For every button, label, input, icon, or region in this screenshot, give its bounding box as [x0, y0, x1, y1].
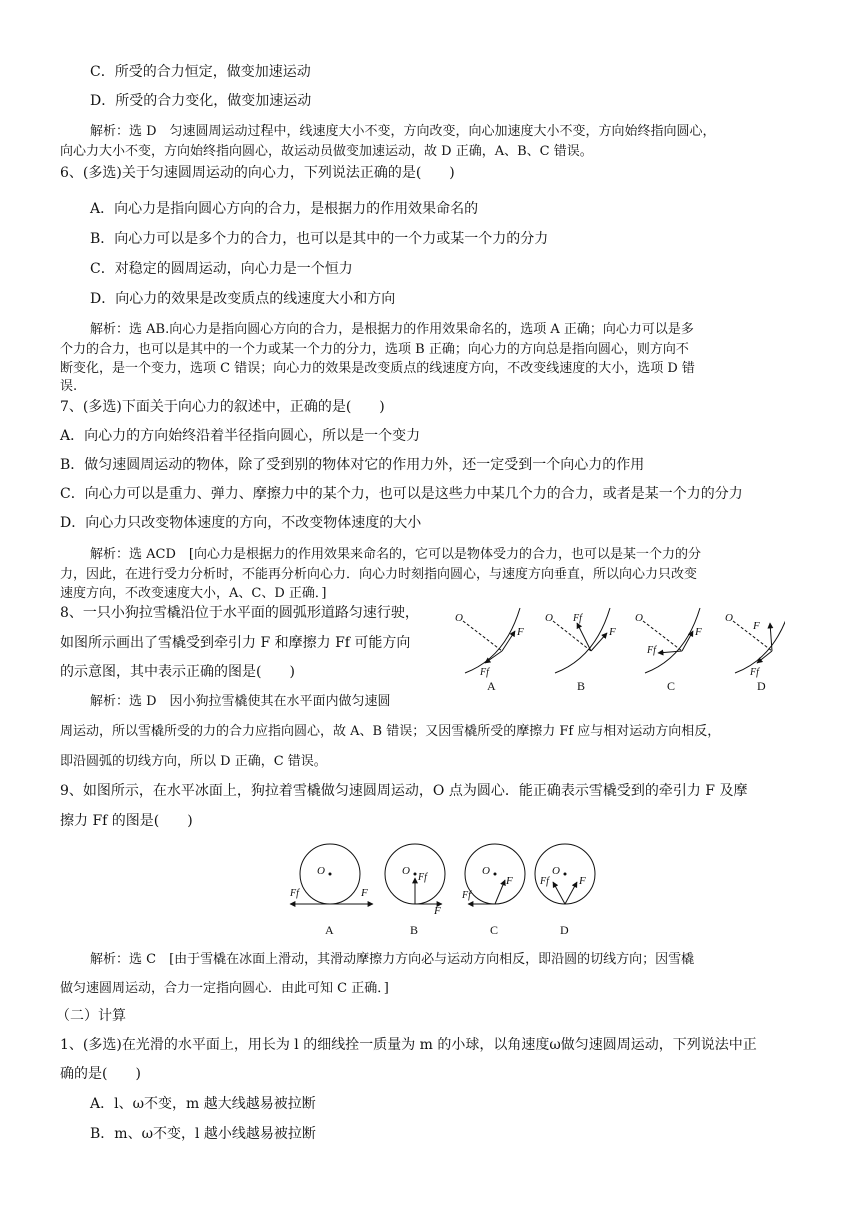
svg-text:Ff: Ff [462, 890, 471, 901]
text-line: 周运动，所以雪橇所受的力的合力应指向圆心，故 A、B 错误；又因雪橇所受的摩擦力 Ff 应与相对运动方向相反， [60, 724, 721, 739]
text-line: B．m、ω不变，l 越小线越易被拉断 [90, 1126, 316, 1142]
text-line: D．向心力只改变物体速度的方向，不改变物体速度的大小 [60, 515, 422, 531]
fig8-o-label: O [455, 612, 463, 624]
text-line: C．向心力可以是重力、弹力、摩擦力中的某个力，也可以是这些力中某几个力的合力，或者是某一个力的分力 [60, 486, 743, 502]
section-heading: （二）计算 [56, 1008, 126, 1024]
svg-text:O: O [545, 612, 553, 624]
text-line: 力，因此，在进行受力分析时，不能再分析向心力．向心力时刻指向圆心，与速度方向垂直，所以向心力只改变 [60, 567, 698, 582]
text-line: A．l、ω不变，m 越大线越易被拉断 [90, 1096, 316, 1112]
fig9-panel-a [289, 844, 373, 937]
text-line: 解析：选 ACD [向心力是根据力的作用效果来命名的，它可以是物体受力的合力，也可以是某一个力的分 [90, 547, 701, 562]
fig8-label-c: C [667, 679, 676, 693]
fig8-label-b: B [577, 679, 586, 693]
svg-text:Ff: Ff [418, 872, 427, 883]
text-line: C．所受的合力恒定，做变加速运动 [90, 64, 311, 80]
svg-text:Ff: Ff [573, 613, 582, 624]
svg-text:O: O [725, 612, 733, 624]
svg-text:O: O [402, 865, 410, 877]
svg-text:F: F [434, 905, 441, 917]
text-line: 解析：选 AB.向心力是指向圆心方向的合力，是根据力的作用效果命名的，选项 A 正确；向心力可以是多 [90, 322, 694, 337]
text-line: 断变化，是一个变力，选项 C 错误；向心力的效果是改变质点的线速度方向，不改变线速度的大小，选项 D 错 [60, 361, 695, 376]
question-9: 9、如图所示，在水平冰面上，狗拉着雪橇做匀速圆周运动，O 点为圆心．能正确表示雪橇受到的牵引力 F 及摩 [60, 783, 748, 799]
fig8-ff-label: Ff [480, 667, 489, 678]
fig9-label-a: A [325, 923, 334, 937]
svg-text:Ff: Ff [647, 645, 656, 656]
text-line: 解析：选 D 因小狗拉雪橇使其在水平面内做匀速圆 [90, 694, 391, 709]
svg-text:Ff: Ff [750, 667, 759, 678]
svg-text:F: F [609, 626, 616, 638]
text-line: 的示意图，其中表示正确的图是( ) [60, 664, 295, 680]
svg-text:O: O [635, 612, 643, 624]
fig9-panel-c [461, 844, 525, 937]
svg-text:O: O [317, 865, 325, 877]
fig8-panel-b [545, 608, 616, 693]
text-line: B．向心力可以是多个力的合力，也可以是其中的一个力或某一个力的分力 [90, 231, 549, 247]
text-line: 解析：选 D 匀速圆周运动过程中，线速度大小不变，方向改变，向心加速度大小不变，方向始终指向圆心， [90, 124, 716, 139]
text-line: 如图所示画出了雪橇受到牵引力 F 和摩擦力 Ff 可能方向 [60, 635, 411, 651]
text-line: C．对稳定的圆周运动，向心力是一个恒力 [90, 261, 353, 277]
fig8-panel-c [635, 608, 702, 693]
fig8-label-d: D [757, 679, 766, 693]
fig9-panel-b [385, 844, 445, 937]
text-line: 即沿圆弧的切线方向，所以 D 正确，C 错误。 [60, 754, 327, 769]
text-line: 向心力大小不变，方向始终指向圆心，故运动员做变加速运动，故 D 正确，A、B、C 错误。 [60, 144, 593, 159]
svg-text:O: O [552, 865, 560, 877]
svg-text:F: F [753, 620, 760, 632]
svg-text:O: O [482, 865, 490, 877]
svg-text:F: F [695, 626, 702, 638]
svg-text:F: F [361, 887, 368, 899]
question-8: 8、一只小狗拉雪橇沿位于水平面的圆弧形道路匀速行驶， [60, 605, 419, 621]
fig9-panel-d [535, 844, 595, 937]
fig8-panel-a [455, 608, 524, 693]
text-line: D．向心力的效果是改变质点的线速度大小和方向 [90, 291, 396, 307]
text-line: B．做匀速圆周运动的物体，除了受到别的物体对它的作用力外，还一定受到一个向心力的作用 [60, 457, 645, 473]
text-line: 速度方向，不改变速度大小，A、C、D 正确．] [60, 586, 327, 601]
figure-q9 [285, 838, 625, 943]
svg-text:Ff: Ff [290, 888, 299, 899]
text-line: 确的是( ) [60, 1066, 141, 1082]
text-line: D．所受的合力变化，做变加速运动 [90, 93, 312, 109]
fig9-label-b: B [410, 923, 419, 937]
text-line: 个力的合力，也可以是其中的一个力或某一个力的分力，选项 B 正确；向心力的方向总是指向圆心，则方向不 [60, 342, 689, 357]
text-line: 解析：选 C [由于雪橇在冰面上滑动，其滑动摩擦力方向必与运动方向相反，即沿圆的切线方向；因雪橇 [90, 952, 695, 967]
text-line: 擦力 Ff 的图是( ) [60, 813, 193, 829]
calc-question-1: 1、(多选)在光滑的水平面上，用长为 l 的细线拴一质量为 m 的小球，以角速度ω做匀速圆周运动，下列说法中正 [60, 1037, 757, 1053]
text-line: 做匀速圆周运动，合力一定指向圆心．由此可知 C 正确．] [60, 981, 389, 996]
text-line: 误. [60, 379, 78, 394]
svg-text:F: F [579, 875, 586, 887]
fig9-label-c: C [490, 923, 499, 937]
text-line: A．向心力是指向圆心方向的合力，是根据力的作用效果命名的 [90, 201, 479, 217]
svg-text:F: F [506, 875, 513, 887]
fig9-label-d: D [560, 923, 569, 937]
svg-text:Ff: Ff [540, 876, 549, 887]
question-6: 6、(多选)关于匀速圆周运动的向心力，下列说法正确的是( ) [60, 165, 455, 181]
fig8-f-label: F [517, 626, 524, 638]
question-7: 7、(多选)下面关于向心力的叙述中，正确的是( ) [60, 399, 385, 415]
fig8-label-a: A [487, 679, 496, 693]
fig8-panel-d [725, 608, 785, 693]
figure-q8 [445, 603, 785, 693]
text-line: A．向心力的方向始终沿着半径指向圆心，所以是一个变力 [60, 428, 421, 444]
